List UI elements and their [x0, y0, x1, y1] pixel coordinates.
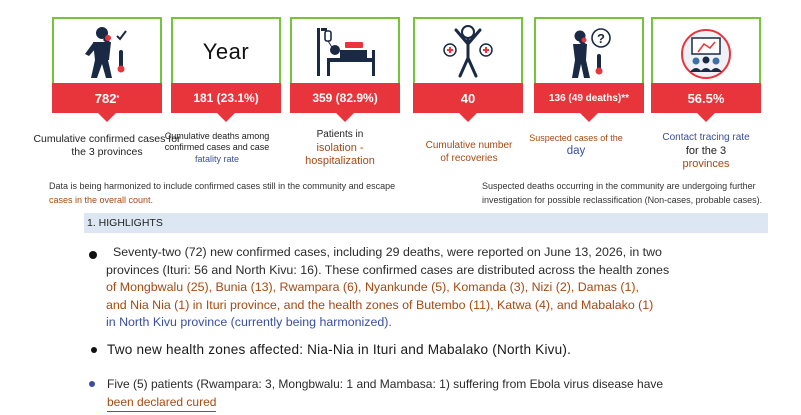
caption-confirmed: Cumulative confirmed cases for the 3 provinces — [33, 133, 181, 159]
recovered-person-icon — [415, 23, 521, 81]
contact-tracing-group-icon — [653, 23, 759, 81]
card-pointer — [217, 113, 235, 122]
stat-card-confirmed — [52, 17, 162, 113]
highlight-paragraph-2: Two new health zones affected: Nia-Nia in Ituri and Mabalako (North Kivu). — [107, 342, 572, 357]
hospital-bed-patient-icon — [292, 23, 398, 81]
svg-text:?: ? — [597, 31, 605, 46]
highlights-header — [84, 213, 768, 233]
card-value: 181 (23.1%) — [171, 83, 281, 113]
card-value: 56.5% — [651, 83, 761, 113]
card-value: 359 (82.9%) — [290, 83, 400, 113]
card-value: 40 — [413, 83, 523, 113]
suspected-case-question-icon — [536, 23, 642, 81]
caption-suspected: Suspected cases of the day — [529, 133, 623, 158]
card-image-text: Year — [202, 39, 250, 64]
bullet-icon — [89, 251, 97, 259]
card-pointer — [336, 113, 354, 122]
highlight-paragraph-3: Five (5) patients (Rwampara: 3, Mongbwalu: 1 and Mambasa: 1) suffering from Ebola virus disease have been declared cured — [107, 376, 787, 412]
note-harmonization: Data is being harmonized to include confirmed cases still in the community and escape cases in the overall count. — [49, 181, 396, 205]
highlight-paragraph-1: Seventy-two (72) new confirmed cases, including 29 deaths, were reported on June 13, 2026, in two provinces (Ituri: 56 and North Kivu: 16). These confirmed cases are distributed across the health zones of Mongbwalu (25), Bunia (13), Rwampara (6), Nyankunde (5), Komanda (3), Nizi (2), Damas (1), and Nia Nia (1) in Ituri province, and the health zones of Butembo (11), Katwa (4), and Mabalako (1) in North Kivu province (currently being harmonized). — [106, 245, 670, 329]
bullet-icon — [89, 381, 95, 387]
stat-card-deaths — [171, 17, 281, 113]
card-pointer — [580, 113, 598, 122]
stat-card-recoveries — [413, 17, 523, 113]
card-pointer — [697, 113, 715, 122]
stat-card-contact-tracing — [651, 17, 761, 113]
card-value: 782 * — [52, 83, 162, 113]
card-pointer — [459, 113, 477, 122]
caption-isolation: Patients in isolation - hospitalization — [305, 129, 375, 168]
note-suspected-deaths: Suspected deaths occurring in the community are undergoing further investigation for possible reclassification (Non-cases, probable cases). — [482, 181, 763, 205]
stat-card-isolation — [290, 17, 400, 113]
stat-card-suspected — [534, 17, 644, 113]
caption-deaths: Cumulative deaths among confirmed cases and case fatality rate — [164, 131, 270, 164]
sick-person-thermometer-icon — [54, 23, 160, 81]
bullet-icon — [91, 347, 97, 353]
caption-contact-tracing: Contact tracing rate for the 3 provinces — [662, 132, 750, 171]
caption-recoveries: Cumulative number of recoveries — [425, 140, 513, 164]
card-value: 136 (49 deaths)** — [534, 83, 644, 113]
highlights-title: 1. HIGHLIGHTS — [87, 217, 163, 229]
card-pointer — [98, 113, 116, 122]
